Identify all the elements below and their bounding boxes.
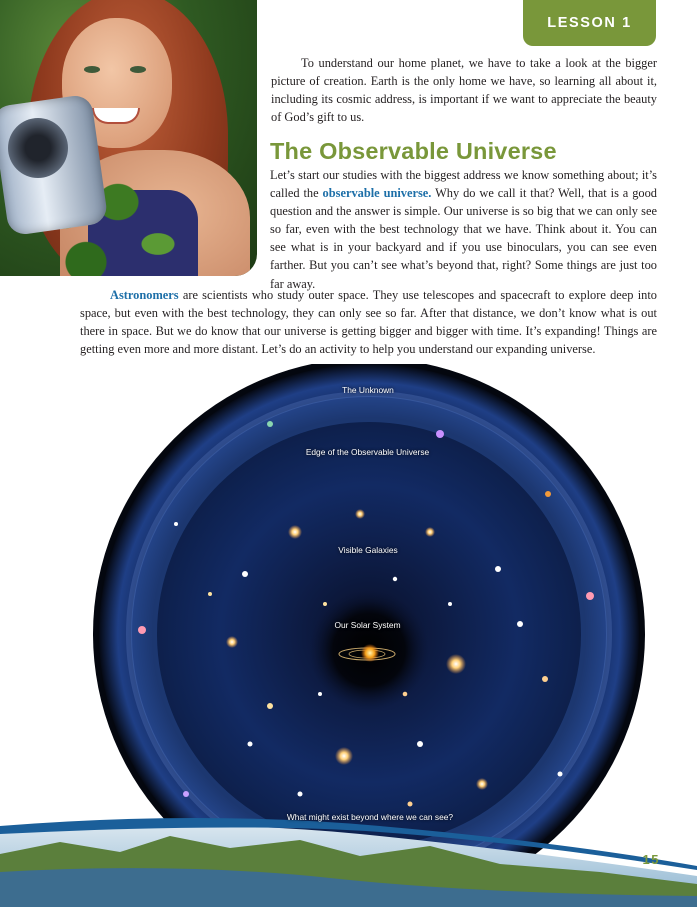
label-edge-of-observable-universe: Edge of the Observable Universe: [305, 447, 430, 457]
girl-with-binoculars-photo: [0, 0, 257, 276]
lesson-tab: [523, 0, 656, 46]
section-heading: The Observable Universe: [270, 138, 557, 164]
intro-paragraph: To understand our home planet, we have to take a look at the bigger picture of creation. Earth is the only home we have, so learning all about it, including its cosmic address, is important if we want to appreciate the beauty of God’s gift to us.: [271, 56, 657, 125]
label-visible-galaxies: Visible Galaxies: [338, 545, 398, 555]
label-the-unknown: The Unknown: [342, 385, 394, 395]
paragraph-two-text: Let’s start our studies with the biggest address we know something about; it’s called the: [270, 168, 657, 201]
label-beyond-question: What might exist beyond where we can see?: [286, 812, 454, 822]
paragraph-observable-universe: [270, 166, 657, 293]
paragraph-two-text-rest: Why do we call it that? Well, that is a good question and the answer is simple. Our universe is so big that we can only see so far, even with the best technology that we have. Think about it. You can see what is in your backyard and if you use binoculars, you can see even farther. But you can’t see what’s beyond that, right? Some things are just too far away.: [270, 186, 657, 291]
observable-universe-diagram: [0, 364, 697, 907]
paragraph-astronomers: [80, 286, 657, 358]
term-astronomers: Astronomers: [110, 288, 179, 302]
label-our-solar-system: Our Solar System: [334, 620, 401, 630]
lesson-tab-label: LESSON 1: [547, 15, 632, 31]
page-number: 15: [642, 852, 660, 867]
paragraph-three-text: are scientists who study outer space. They use telescopes and spacecraft to explore deep into space, but even with the best technology, they can only see so far. After that distance, we don’t know what is out there in space. But we do know that our universe is getting bigger and bigger with time. It’s expanding! Things are getting even more and more distant. Let’s do an activity to help you understand our expanding universe.: [80, 288, 657, 357]
term-observable-universe: observable universe.: [322, 186, 432, 201]
